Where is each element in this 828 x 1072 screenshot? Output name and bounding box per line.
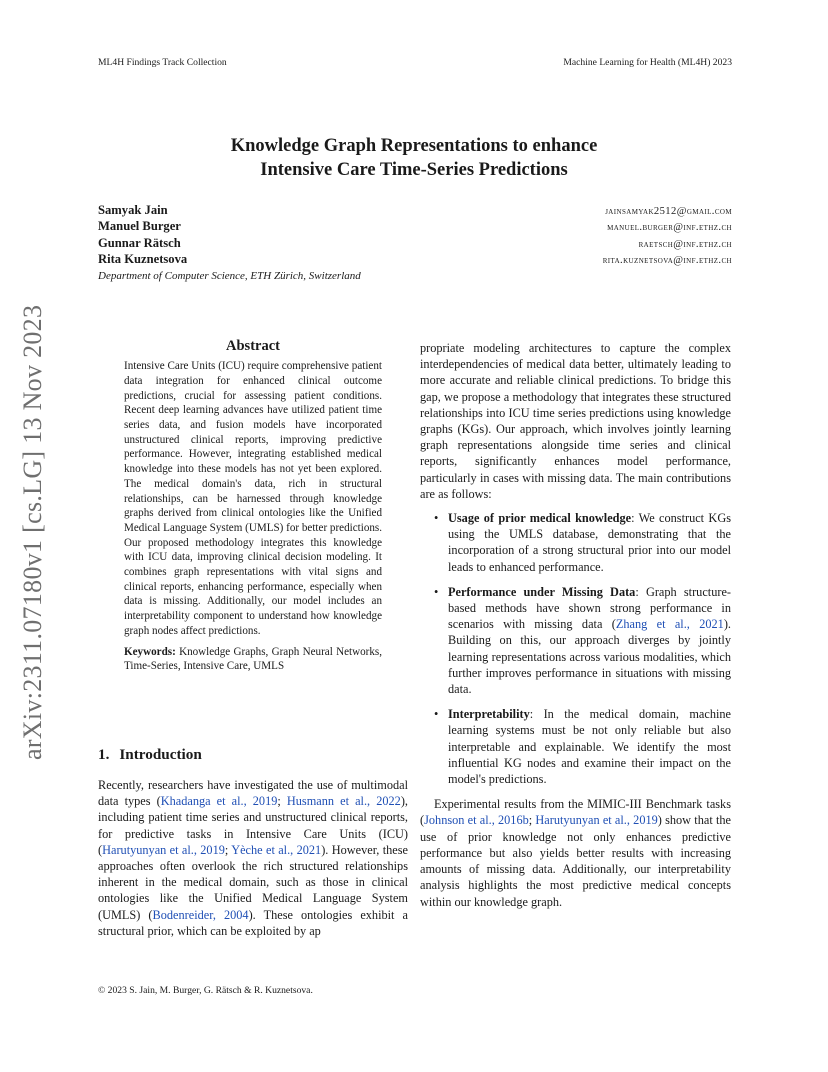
citation-link[interactable]: Yèche et al., 2021 <box>231 842 322 857</box>
text-run: Recently, researchers have investigated the use of multimodal data types ( <box>98 778 408 809</box>
keywords-label: Keywords: <box>124 645 176 658</box>
contribution-list <box>420 510 731 787</box>
author-name: Samyak Jain <box>98 203 168 217</box>
author-block <box>98 203 732 282</box>
bullet-icon: • <box>434 707 439 722</box>
text-run: ; <box>224 842 232 857</box>
keywords <box>124 645 382 674</box>
list-item-text: ). Building on this, our approach diverges by jointly learning representations across various modalities, which further improves performance in situations with missing data. <box>448 617 731 697</box>
author-email: raetsch@inf.ethz.ch <box>638 238 732 250</box>
author-row <box>98 236 732 252</box>
abstract-heading: Abstract <box>226 338 280 354</box>
arxiv-stamp: arXiv:2311.07180v1 [cs.LG] 13 Nov 2023 <box>18 304 47 760</box>
citation-link[interactable]: Bodenreider, 2004 <box>152 907 249 922</box>
section-title: Introduction <box>119 746 202 763</box>
list-item-head: Performance under Missing Data <box>448 584 636 599</box>
text-run: ) show that the use of prior knowledge not only enhances predictive performance but also yields better results with increasing amounts of missing data. Additionally, our interpretability analysis highlights the most predictive medical concepts within our knowledge graph. <box>420 813 731 909</box>
list-item <box>420 706 731 787</box>
running-head-right: Machine Learning for Health (ML4H) 2023 <box>563 57 732 68</box>
list-item-head: Usage of prior medical knowledge <box>448 511 632 526</box>
list-item-text: : We construct KGs using the UMLS database, demonstrating that the incorporation of a strong structural prior into our model leads to enhanced performance. <box>448 511 731 574</box>
right-column <box>420 340 731 910</box>
text-run: ). These ontologies exhibit a structural prior, which can be exploited by ap <box>98 907 409 938</box>
citation-link[interactable]: Johnson et al., 2016b <box>424 813 529 828</box>
author-row <box>98 219 732 235</box>
author-row <box>98 252 732 268</box>
citation-link[interactable]: Harutyunyan et al., 2019 <box>535 813 658 828</box>
paragraph: propriate modeling architectures to capture the complex interdependencies of medical data better, ultimately leading to more accurate and reliable clinical predictions. To bridge this gap, we propose a methodology that integrates these structured relationships into ICU time series predictions using knowledge graphs (KGs). Our approach, which involves jointly learning graph representations alongside time series and clinical reports, significantly enhances model performance, particularly in cases with missing data. The main contributions are as follows: <box>420 341 731 501</box>
author-name: Manuel Burger <box>98 219 181 234</box>
text-run: ; <box>528 813 536 828</box>
list-item-text: : Graph structure-based methods have shown strong performance in scenarios with missing data ( <box>448 584 731 632</box>
citation-link[interactable]: Husmann et al., 2022 <box>286 794 401 809</box>
keywords-text: Knowledge Graphs, Graph Neural Networks, Time-Series, Intensive Care, UMLS <box>124 645 382 673</box>
list-item <box>420 584 731 697</box>
author-name: Gunnar Rätsch <box>98 235 181 250</box>
text-run: ). However, these approaches often overlook the rich structured relationships inherent in the medical domain, such as those in clinical ontologies like the Unified Medical Language System (UMLS) ( <box>98 842 409 922</box>
abstract-body: Intensive Care Units (ICU) require comprehensive patient data integration for enhanced clinical outcome predictions, crucial for assessing patient conditions. Recent deep learning advances have utilized patient time series data, and fusion models have incorporated unstructured clinical reports, improving predictive performance. However, integrating established medical knowledge into these models has not yet been explored. The medical domain's data, rich in structural relationships, can be harnessed through knowledge graphs derived from clinical ontologies like the Unified Medical Language System (UMLS) for better predictions. Our proposed methodology integrates this knowledge with ICU data, improving clinical decision modeling. It combines graph representations with vital signs and clinical reports, enhancing performance, especially when data is missing. Additionally, our model includes an interpretability component to understand how knowledge graph nodes affect predictions. <box>124 360 382 637</box>
section-number: 1. <box>98 746 110 763</box>
citation-link[interactable]: Harutyunyan et al., 2019 <box>102 842 225 857</box>
citation-link[interactable]: Zhang et al., 2021 <box>615 617 724 632</box>
author-row <box>98 203 732 219</box>
section-heading-introduction <box>98 746 202 764</box>
left-column <box>98 338 408 674</box>
text-run: ; <box>277 794 287 809</box>
author-email: rita.kuznetsova@inf.ethz.ch <box>602 254 732 266</box>
list-item <box>420 510 731 575</box>
author-email: manuel.burger@inf.ethz.ch <box>607 222 732 234</box>
paper-title <box>120 134 708 182</box>
author-name: Rita Kuznetsova <box>98 251 188 266</box>
affiliation: Department of Computer Science, ETH Zürich, Switzerland <box>98 270 361 283</box>
copyright-footer: © 2023 S. Jain, M. Burger, G. Rätsch & R. Kuznetsova. <box>98 985 313 996</box>
running-head-left: ML4H Findings Track Collection <box>98 57 227 68</box>
title-line-2: Intensive Care Time-Series Predictions <box>260 160 568 180</box>
title-line-1: Knowledge Graph Representations to enhance <box>230 136 598 156</box>
list-item-head: Interpretability <box>448 707 530 722</box>
paragraph <box>420 796 731 909</box>
list-item-text: : In the medical domain, machine learning systems must be not only reliable but also interpretable and explainable. We identify the most influential KG nodes and examine their impact on the model's predictions. <box>448 707 731 787</box>
text-run: ), including patient time series and unstructured clinical reports, for predictive tasks in Intensive Care Units (ICU) ( <box>98 794 408 857</box>
citation-link[interactable]: Khadanga et al., 2019 <box>160 794 278 809</box>
bullet-icon: • <box>434 584 439 599</box>
author-email: jainsamyak2512@gmail.com <box>605 206 732 217</box>
bullet-icon: • <box>434 511 439 526</box>
introduction-paragraph <box>98 777 408 939</box>
text-run: Experimental results from the MIMIC-III Benchmark tasks ( <box>420 797 731 828</box>
